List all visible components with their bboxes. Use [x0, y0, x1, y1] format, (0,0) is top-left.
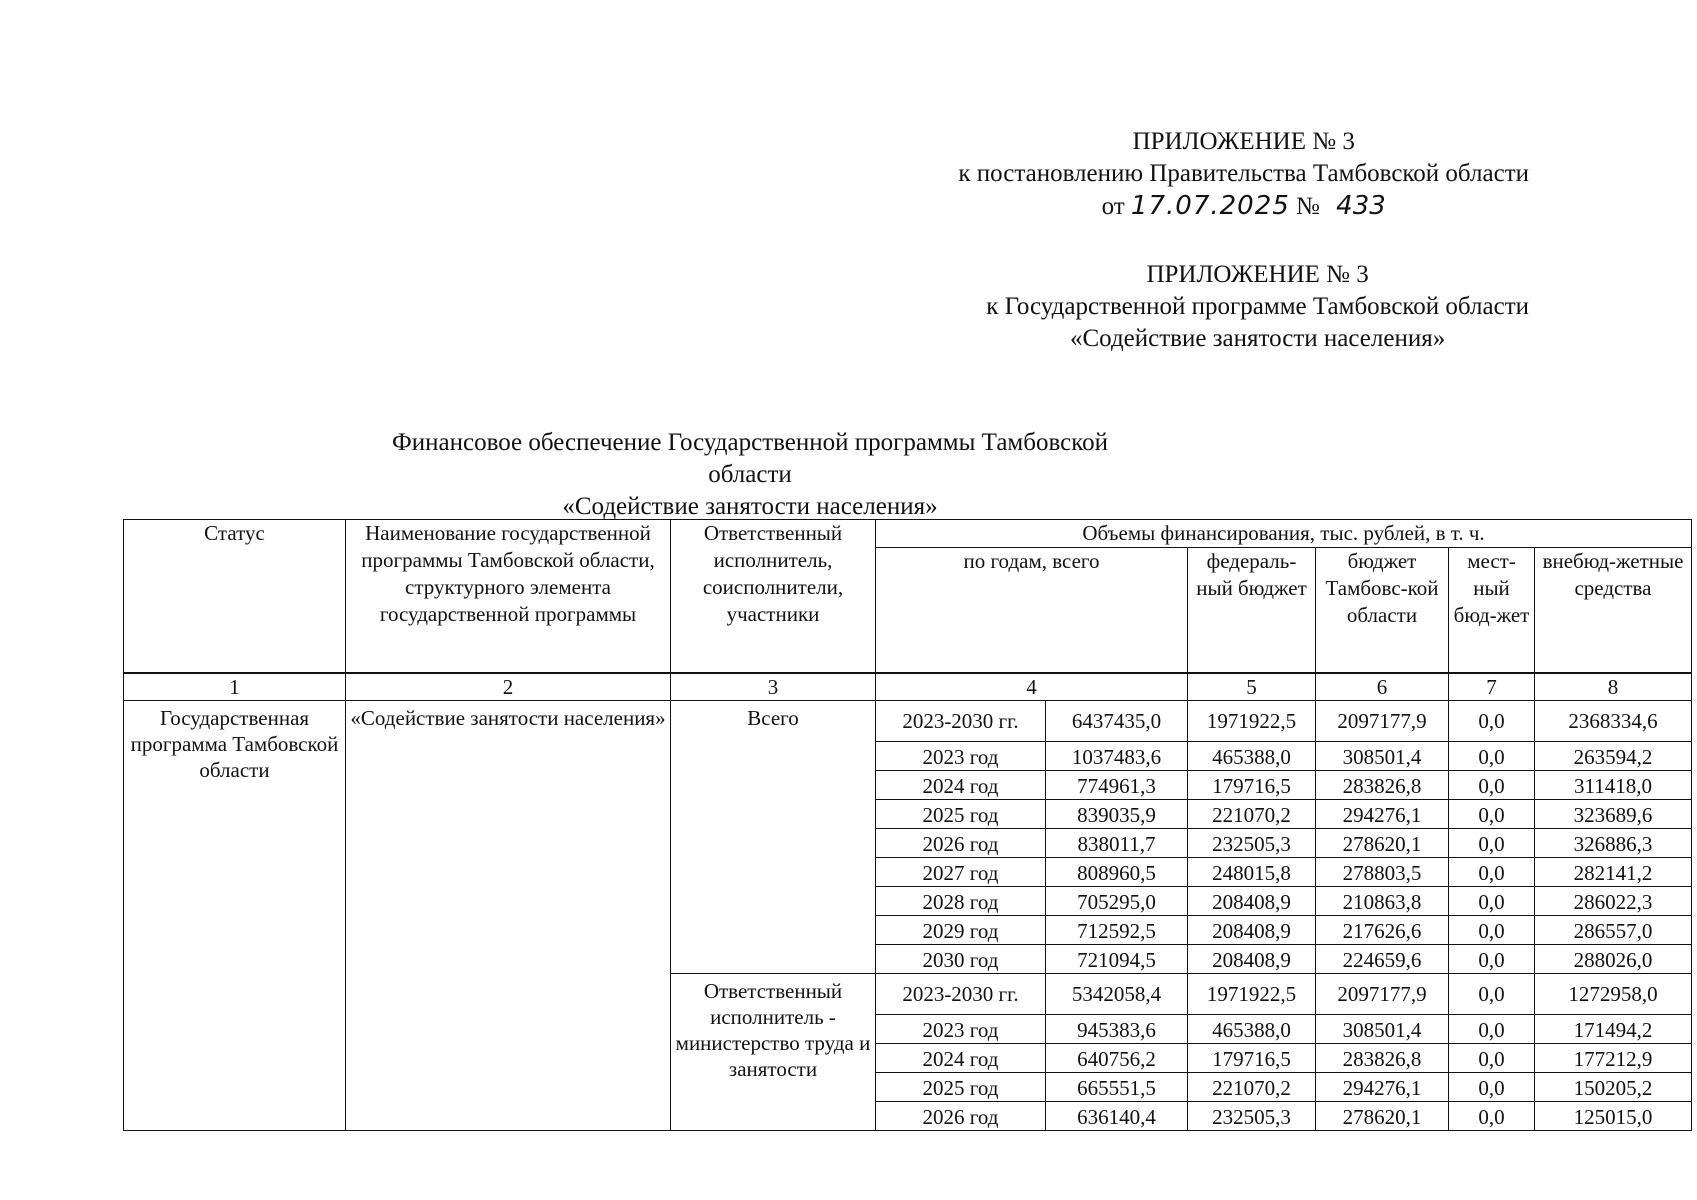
total-cell: 774961,3 — [1046, 770, 1188, 799]
regional-cell: 294276,1 — [1316, 799, 1449, 828]
extra-cell: 286557,0 — [1535, 915, 1692, 944]
appendix-resolution — [958, 126, 1529, 223]
regional-cell: 283826,8 — [1316, 770, 1449, 799]
federal-cell: 1971922,5 — [1188, 700, 1316, 741]
total-cell: 1037483,6 — [1046, 741, 1188, 770]
col-number: 3 — [671, 673, 876, 701]
col-number: 5 — [1188, 673, 1316, 701]
extra-cell: 263594,2 — [1535, 741, 1692, 770]
regional-cell: 224659,6 — [1316, 944, 1449, 973]
regional-cell: 278620,1 — [1316, 828, 1449, 857]
total-cell: 665551,5 — [1046, 1072, 1188, 1101]
status-cell: Государственная программа Тамбовской области — [124, 700, 346, 1130]
header-regional: бюджет Тамбовс-кой области — [1316, 548, 1449, 673]
federal-cell: 248015,8 — [1188, 857, 1316, 886]
local-cell: 0,0 — [1449, 799, 1535, 828]
total-cell: 721094,5 — [1046, 944, 1188, 973]
period-cell: 2030 год — [876, 944, 1046, 973]
responsible-cell: Всего — [671, 700, 876, 973]
program-name: «Содействие занятости населения» — [1069, 325, 1446, 352]
responsible-cell: Ответственный исполнитель - министерство труда и занятости — [671, 973, 876, 1130]
header-federal: федераль-ный бюджет — [1188, 548, 1316, 673]
period-cell: 2023-2030 гг. — [876, 700, 1046, 741]
local-cell: 0,0 — [1449, 1014, 1535, 1043]
period-cell: 2026 год — [876, 828, 1046, 857]
appendix-title: ПРИЛОЖЕНИЕ № 3 — [1146, 261, 1369, 288]
total-cell: 945383,6 — [1046, 1014, 1188, 1043]
federal-cell: 221070,2 — [1188, 799, 1316, 828]
total-cell: 808960,5 — [1046, 857, 1188, 886]
local-cell: 0,0 — [1449, 828, 1535, 857]
extra-cell: 311418,0 — [1535, 770, 1692, 799]
title-line-1: Финансовое обеспечение Государственной программы Тамбовской области — [392, 429, 1108, 488]
period-cell: 2029 год — [876, 915, 1046, 944]
period-cell: 2028 год — [876, 886, 1046, 915]
extra-cell: 286022,3 — [1535, 886, 1692, 915]
header-responsible: Ответственный исполнитель, соисполнители, участники — [671, 520, 876, 673]
financing-table — [123, 519, 1692, 1131]
regional-cell: 278620,1 — [1316, 1101, 1449, 1130]
header-extra: внебюд-жетные средства — [1535, 548, 1692, 673]
local-cell: 0,0 — [1449, 857, 1535, 886]
appendix-program — [986, 259, 1529, 355]
header-status: Статус — [124, 520, 346, 673]
local-cell: 0,0 — [1449, 1101, 1535, 1130]
regional-cell: 294276,1 — [1316, 1072, 1449, 1101]
header-volumes: Объемы финансирования, тыс. рублей, в т. ч. — [876, 520, 1692, 548]
total-cell: 6437435,0 — [1046, 700, 1188, 741]
period-cell: 2027 год — [876, 857, 1046, 886]
period-cell: 2023 год — [876, 1014, 1046, 1043]
total-cell: 640756,2 — [1046, 1043, 1188, 1072]
local-cell: 0,0 — [1449, 770, 1535, 799]
period-cell: 2024 год — [876, 770, 1046, 799]
local-cell: 0,0 — [1449, 886, 1535, 915]
local-cell: 0,0 — [1449, 944, 1535, 973]
col-number: 4 — [876, 673, 1188, 701]
extra-cell: 288026,0 — [1535, 944, 1692, 973]
extra-cell: 171494,2 — [1535, 1014, 1692, 1043]
title-line-2: «Содействие занятости населения» — [562, 493, 938, 520]
period-cell: 2023 год — [876, 741, 1046, 770]
federal-cell: 221070,2 — [1188, 1072, 1316, 1101]
header-by-years: по годам, всего — [876, 548, 1188, 673]
federal-cell: 465388,0 — [1188, 1014, 1316, 1043]
regional-cell: 308501,4 — [1316, 1014, 1449, 1043]
total-cell: 838011,7 — [1046, 828, 1188, 857]
regional-cell: 278803,5 — [1316, 857, 1449, 886]
regional-cell: 210863,8 — [1316, 886, 1449, 915]
period-cell: 2025 год — [876, 1072, 1046, 1101]
extra-cell: 150205,2 — [1535, 1072, 1692, 1101]
federal-cell: 232505,3 — [1188, 1101, 1316, 1130]
handwritten-date: 17.07.2025 — [1130, 191, 1290, 221]
extra-cell: 125015,0 — [1535, 1101, 1692, 1130]
federal-cell: 1971922,5 — [1188, 973, 1316, 1014]
col-number: 6 — [1316, 673, 1449, 701]
col-number: 1 — [124, 673, 346, 701]
total-cell: 839035,9 — [1046, 799, 1188, 828]
regional-cell: 2097177,9 — [1316, 700, 1449, 741]
table-row — [124, 700, 1692, 741]
appendix-date-line — [958, 190, 1529, 223]
total-cell: 5342058,4 — [1046, 973, 1188, 1014]
column-numbers-row — [124, 673, 1692, 701]
local-cell: 0,0 — [1449, 973, 1535, 1014]
federal-cell: 465388,0 — [1188, 741, 1316, 770]
extra-cell: 282141,2 — [1535, 857, 1692, 886]
period-cell: 2025 год — [876, 799, 1046, 828]
regional-cell: 2097177,9 — [1316, 973, 1449, 1014]
col-number: 7 — [1449, 673, 1535, 701]
handwritten-number: 433 — [1336, 191, 1386, 221]
appendix-title: ПРИЛОЖЕНИЕ № 3 — [1132, 128, 1355, 155]
local-cell: 0,0 — [1449, 1072, 1535, 1101]
regional-cell: 283826,8 — [1316, 1043, 1449, 1072]
local-cell: 0,0 — [1449, 741, 1535, 770]
period-cell: 2026 год — [876, 1101, 1046, 1130]
extra-cell: 2368334,6 — [1535, 700, 1692, 741]
total-cell: 636140,4 — [1046, 1101, 1188, 1130]
col-number: 8 — [1535, 673, 1692, 701]
appendix-subtitle: к постановлению Правительства Тамбовской области — [958, 160, 1529, 187]
extra-cell: 177212,9 — [1535, 1043, 1692, 1072]
header-name: Наименование государственной программы Тамбовской области, структурного элемента государственной программы — [346, 520, 671, 673]
federal-cell: 232505,3 — [1188, 828, 1316, 857]
period-cell: 2023-2030 гг. — [876, 973, 1046, 1014]
total-cell: 712592,5 — [1046, 915, 1188, 944]
federal-cell: 208408,9 — [1188, 915, 1316, 944]
regional-cell: 217626,6 — [1316, 915, 1449, 944]
local-cell: 0,0 — [1449, 1043, 1535, 1072]
local-cell: 0,0 — [1449, 700, 1535, 741]
federal-cell: 179716,5 — [1188, 1043, 1316, 1072]
number-sign: № — [1296, 193, 1320, 220]
extra-cell: 323689,6 — [1535, 799, 1692, 828]
period-cell: 2024 год — [876, 1043, 1046, 1072]
extra-cell: 326886,3 — [1535, 828, 1692, 857]
federal-cell: 208408,9 — [1188, 886, 1316, 915]
federal-cell: 179716,5 — [1188, 770, 1316, 799]
col-number: 2 — [346, 673, 671, 701]
header-local: мест-ный бюд-жет — [1449, 548, 1535, 673]
regional-cell: 308501,4 — [1316, 741, 1449, 770]
program-name-cell: «Содействие занятости населения» — [346, 700, 671, 1130]
document-title — [380, 427, 1120, 523]
appendix-subtitle: к Государственной программе Тамбовской области — [986, 293, 1529, 320]
date-prefix: от — [1101, 193, 1125, 220]
extra-cell: 1272958,0 — [1535, 973, 1692, 1014]
total-cell: 705295,0 — [1046, 886, 1188, 915]
federal-cell: 208408,9 — [1188, 944, 1316, 973]
local-cell: 0,0 — [1449, 915, 1535, 944]
